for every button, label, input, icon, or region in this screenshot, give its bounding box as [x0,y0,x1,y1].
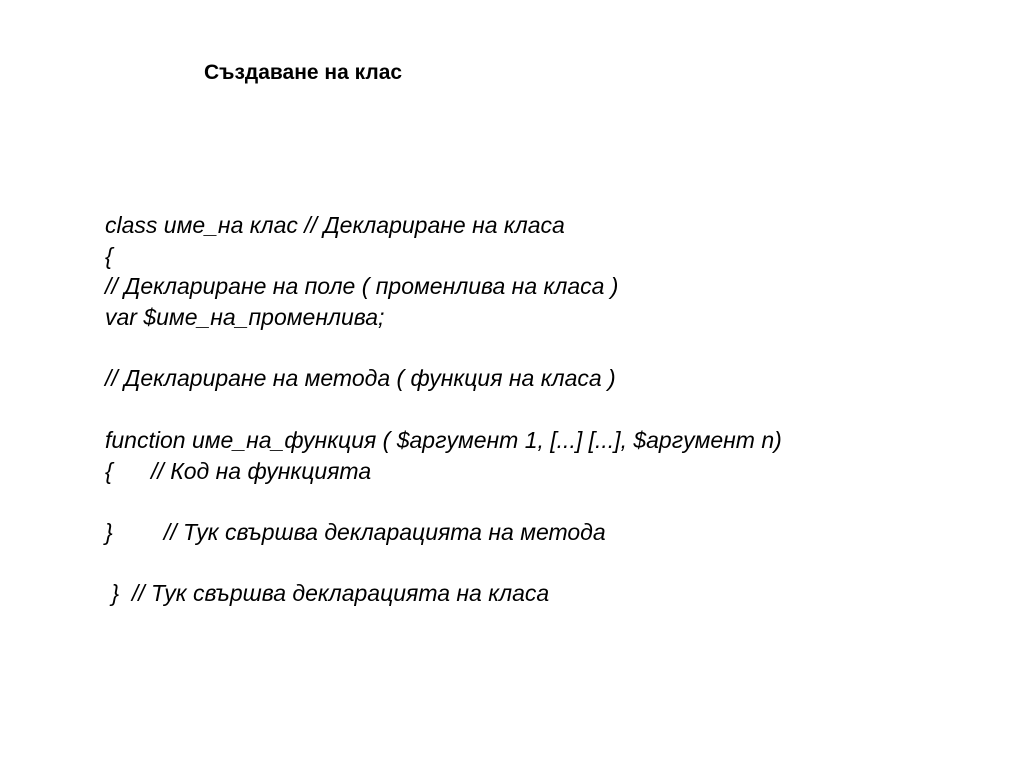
code-line-method-end: } // Тук свършва декларацията на метода [105,518,606,545]
code-line-function-body-comment: { // Код на функцията [105,457,372,484]
code-line-var-declaration: var $име_на_променлива; [105,304,385,331]
code-block [105,210,782,609]
code-line-field-comment: // Деклариране на поле ( променлива на класа ) [105,273,619,300]
code-line-open-brace: { [105,242,113,269]
code-line-blank [105,486,782,517]
slide-title: Създаване на клас [204,61,403,84]
code-line-class-declaration: class име_на клас // Деклариране на класа [105,212,565,238]
code-line-blank [105,548,782,579]
code-line-method-comment: // Деклариране на метода ( функция на класа ) [105,365,616,392]
code-line-blank [105,333,782,364]
code-line-blank [105,394,782,425]
code-line-function-signature: function име_на_функция ( $аргумент 1, [...] [...], $аргумент n) [105,426,782,453]
code-line-class-end: } // Тук свършва декларацията на класа [105,580,550,607]
